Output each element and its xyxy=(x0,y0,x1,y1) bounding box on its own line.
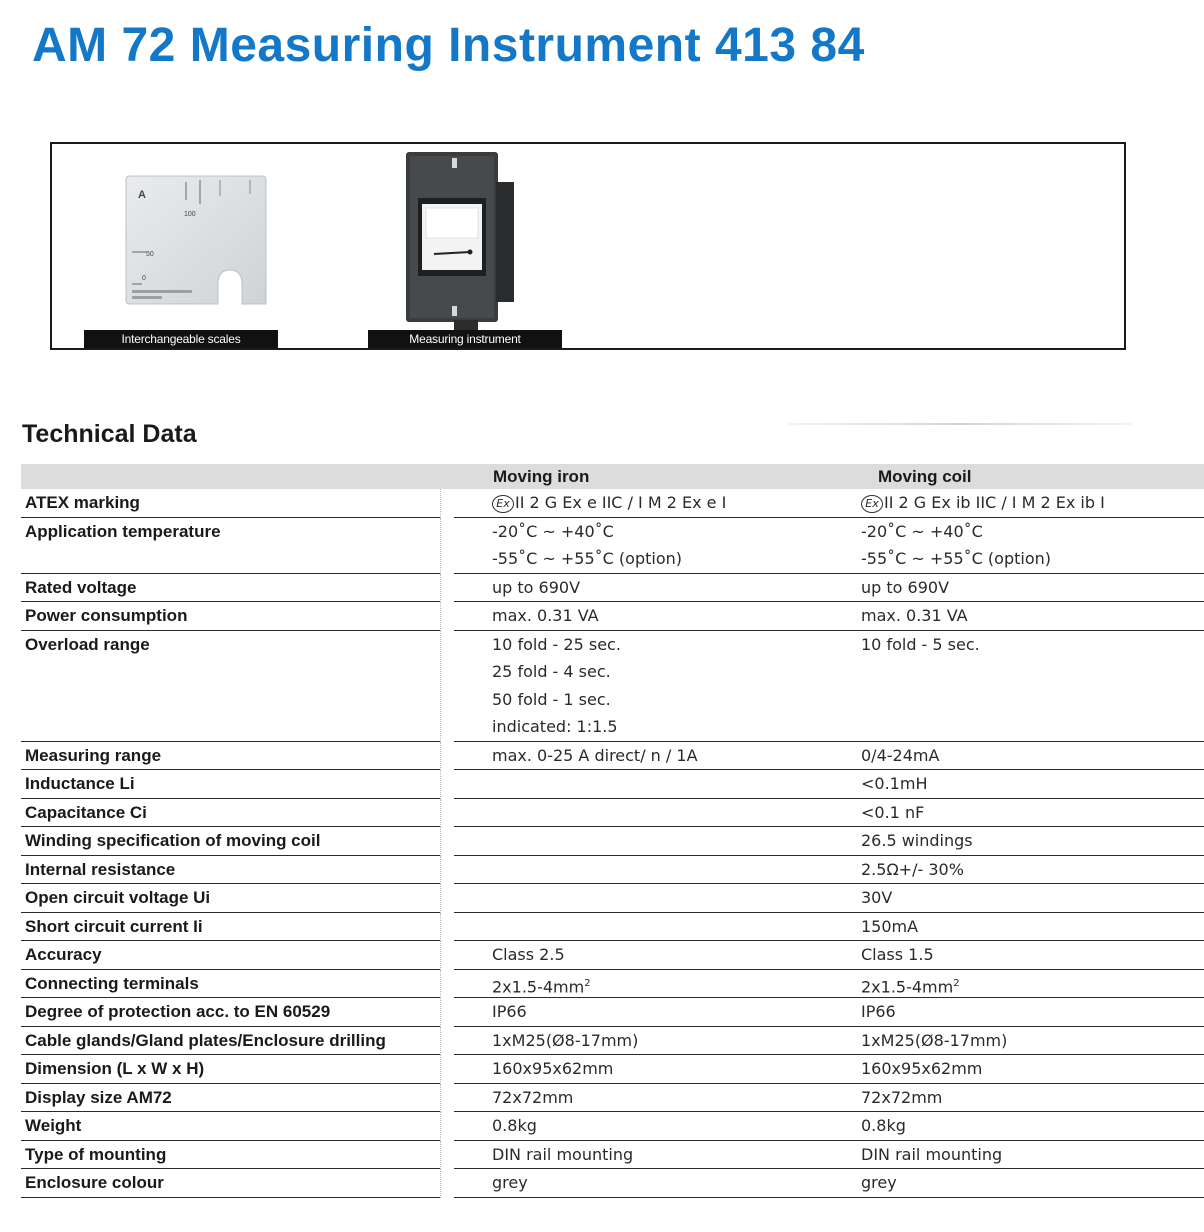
moving-coil-value: 150mA xyxy=(839,913,1204,942)
table-row xyxy=(21,489,1204,518)
table-row xyxy=(21,1027,1204,1056)
table-row xyxy=(21,884,1204,913)
technical-data-table xyxy=(21,464,1204,1198)
table-row xyxy=(21,631,1204,742)
row-label: Connecting terminals xyxy=(21,970,440,999)
scale-mark-top: 100 xyxy=(184,211,196,218)
row-label: Type of mounting xyxy=(21,1141,440,1170)
row-label: Capacitance Ci xyxy=(21,799,440,828)
interchangeable-scale-image xyxy=(122,174,268,310)
moving-coil-value: <0.1mH xyxy=(839,770,1204,799)
moving-iron-value: up to 690V xyxy=(454,574,839,603)
table-row xyxy=(21,518,1204,574)
header-moving-iron: Moving iron xyxy=(493,467,590,486)
table-row xyxy=(21,574,1204,603)
row-label: Winding specification of moving coil xyxy=(21,827,440,856)
table-row xyxy=(21,1141,1204,1170)
table-row xyxy=(21,1055,1204,1084)
moving-coil-value: 72x72mm xyxy=(839,1084,1204,1113)
moving-coil-value: up to 690V xyxy=(839,574,1204,603)
moving-coil-value: max. 0.31 VA xyxy=(839,602,1204,631)
moving-iron-value: Ex II 2 G Ex e IIC / I M 2 Ex e I xyxy=(454,489,839,518)
row-label: ATEX marking xyxy=(21,489,440,518)
row-label: Internal resistance xyxy=(21,856,440,885)
section-title: Technical Data xyxy=(22,420,197,448)
table-body xyxy=(21,489,1204,1198)
section-divider xyxy=(788,423,1132,425)
moving-iron-value: 1xM25(Ø8-17mm) xyxy=(454,1027,839,1056)
row-label: Rated voltage xyxy=(21,574,440,603)
table-row xyxy=(21,799,1204,828)
table-row xyxy=(21,742,1204,771)
moving-coil-value: 0/4-24mA xyxy=(839,742,1204,771)
ex-marking-icon: Ex xyxy=(861,495,883,513)
page-title: AM 72 Measuring Instrument 413 84 xyxy=(32,19,865,72)
moving-iron-value: DIN rail mounting xyxy=(454,1141,839,1170)
moving-coil-value: 10 fold - 5 sec. xyxy=(839,631,1204,742)
moving-coil-value: grey xyxy=(839,1169,1204,1198)
table-row xyxy=(21,1084,1204,1113)
scale-unit: A xyxy=(138,189,146,201)
table-row xyxy=(21,770,1204,799)
scales-caption: Interchangeable scales xyxy=(84,330,278,348)
moving-iron-value: 72x72mm xyxy=(454,1084,839,1113)
table-row xyxy=(21,1169,1204,1198)
moving-iron-value xyxy=(454,770,839,799)
moving-iron-value: 10 fold - 25 sec. 25 fold - 4 sec. 50 fold - 1 sec. indicated: 1:1.5 xyxy=(454,631,839,742)
row-label: Degree of protection acc. to EN 60529 xyxy=(21,998,440,1027)
moving-iron-value: -20˚C ~ +40˚C -55˚C ~ +55˚C (option) xyxy=(454,518,839,574)
table-header xyxy=(21,464,1204,489)
row-label: Open circuit voltage Ui xyxy=(21,884,440,913)
moving-coil-value: 1xM25(Ø8-17mm) xyxy=(839,1027,1204,1056)
moving-iron-value: $2x1.5-4mm^2$ xyxy=(454,970,839,999)
row-label: Power consumption xyxy=(21,602,440,631)
moving-iron-value xyxy=(454,884,839,913)
moving-coil-value: Class 1.5 xyxy=(839,941,1204,970)
moving-iron-value xyxy=(454,799,839,828)
moving-coil-value: <0.1 nF xyxy=(839,799,1204,828)
scale-mark-zero: 0 xyxy=(142,275,146,282)
moving-coil-value: 2.5Ω+/- 30% xyxy=(839,856,1204,885)
table-row xyxy=(21,941,1204,970)
instrument-caption: Measuring instrument xyxy=(368,330,562,348)
table-row xyxy=(21,856,1204,885)
table-row xyxy=(21,998,1204,1027)
moving-coil-value: Ex II 2 G Ex ib IIC / I M 2 Ex ib I xyxy=(839,489,1204,518)
moving-coil-value: DIN rail mounting xyxy=(839,1141,1204,1170)
moving-coil-value: -20˚C ~ +40˚C -55˚C ~ +55˚C (option) xyxy=(839,518,1204,574)
moving-coil-value: 0.8kg xyxy=(839,1112,1204,1141)
moving-iron-value: 160x95x62mm xyxy=(454,1055,839,1084)
moving-coil-value: 26.5 windings xyxy=(839,827,1204,856)
ex-marking-icon: Ex xyxy=(492,495,514,513)
moving-iron-value: IP66 xyxy=(454,998,839,1027)
row-label: Inductance Li xyxy=(21,770,440,799)
table-row xyxy=(21,970,1204,999)
product-figures xyxy=(50,142,1126,350)
row-label: Application temperature xyxy=(21,518,440,574)
moving-coil-value: 160x95x62mm xyxy=(839,1055,1204,1084)
moving-iron-value: max. 0-25 A direct/ n / 1A xyxy=(454,742,839,771)
moving-iron-value xyxy=(454,913,839,942)
row-label: Dimension (L x W x H) xyxy=(21,1055,440,1084)
measuring-instrument-image xyxy=(404,152,516,330)
row-label: Cable glands/Gland plates/Enclosure drilling xyxy=(21,1027,440,1056)
moving-iron-value xyxy=(454,827,839,856)
row-label: Enclosure colour xyxy=(21,1169,440,1198)
table-row xyxy=(21,1112,1204,1141)
row-label: Measuring range xyxy=(21,742,440,771)
table-row xyxy=(21,602,1204,631)
table-row xyxy=(21,827,1204,856)
moving-coil-value: $2x1.5-4mm^2$ xyxy=(839,970,1204,999)
moving-iron-value: max. 0.31 VA xyxy=(454,602,839,631)
moving-iron-value xyxy=(454,856,839,885)
row-label: Short circuit current Ii xyxy=(21,913,440,942)
moving-iron-value: Class 2.5 xyxy=(454,941,839,970)
table-row xyxy=(21,913,1204,942)
moving-coil-value: 30V xyxy=(839,884,1204,913)
header-moving-coil: Moving coil xyxy=(878,467,972,486)
row-label: Weight xyxy=(21,1112,440,1141)
row-label: Overload range xyxy=(21,631,440,742)
moving-iron-value: 0.8kg xyxy=(454,1112,839,1141)
row-label: Display size AM72 xyxy=(21,1084,440,1113)
row-label: Accuracy xyxy=(21,941,440,970)
moving-iron-value: grey xyxy=(454,1169,839,1198)
scale-mark-mid: 50 xyxy=(146,251,154,258)
moving-coil-value: IP66 xyxy=(839,998,1204,1027)
